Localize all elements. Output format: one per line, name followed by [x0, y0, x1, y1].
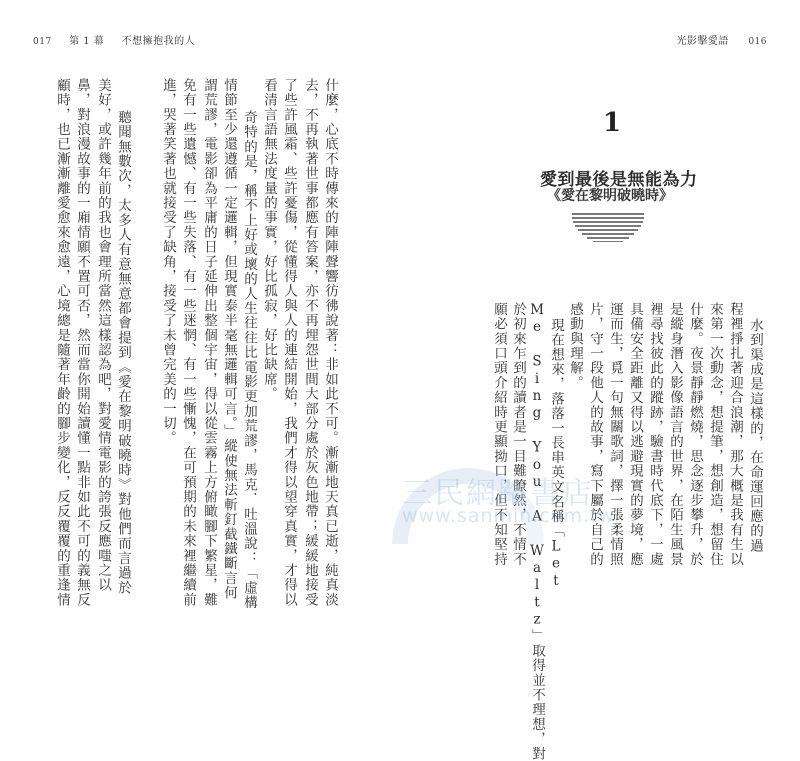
- text-column: 情節至少還遵循一定邏輯，但現實泰半毫無邏輯可言。」縱使無法斬釘截鐵斷言何: [221, 78, 237, 601]
- text-column: 謂荒謬，電影卻為平庸的日子延伸出整個宇宙，得以從雲霧上方俯瞰腳下繁星，難: [201, 78, 217, 608]
- text-column: 了些許風霜、些許憂傷，從懂得人與人的連結開始，我們才得以望穿真實，才得以: [281, 78, 297, 608]
- text-column: 是縱身潛入影像語言的世界，在陌生風景: [667, 302, 683, 567]
- watermark-text: 三民網路書店: [402, 476, 594, 511]
- text-column: 免有一些遺憾、有一些失落、有一些迷惘、有一些慚愧，在可預期的未來裡繼續前: [180, 78, 196, 608]
- act-title: 不想擁抱我的人: [121, 36, 196, 47]
- text-column: 去，不再執著世事都應有答案，亦不再埋怨世間大部分處於灰色地帶；緩緩地接受: [302, 78, 318, 608]
- text-column: 聽聞無數次，太多人有意無意都會提到《愛在黎明破曉時》對他們而言過於: [115, 110, 131, 596]
- text-column: 水到渠成是這樣的，在命運回應的過: [747, 318, 763, 554]
- text-column: 奇特的是，稱不上好或壞的人生往往比電影更加荒謬，馬克．吐溫說：「虛構: [241, 110, 257, 610]
- text-column: 運而生，覓一句無關歌詞，擇一張柔情照: [607, 302, 623, 567]
- text-column: 裡尋找彼此的蹤跡，驗書時代底下，一處: [647, 302, 663, 567]
- right-running-head: [676, 32, 767, 47]
- text-column: 程裡掙扎著迎合浪潮，那大概是我有生以: [727, 302, 743, 567]
- text-column: 什麼。夜景靜靜燃燒，思念逐步攀升，於: [687, 302, 703, 567]
- chapter-title: 愛到最後是無能為力: [540, 170, 698, 190]
- chapter-subtitle: 《愛在黎明破曉時》: [547, 188, 673, 204]
- left-page: [0, 0, 400, 610]
- text-column: 什麼，心底不時傳來的陣陣聲響彷彿說著：非如此不可。漸漸地天真已逝，純真淡: [322, 78, 338, 608]
- text-column: 具備安全距離又得以逃避現實的夢境，應: [627, 302, 643, 567]
- text-column: 顧時，也已漸漸離愛愈來愈遠，心境總是隨著年齡的腳步變化，反反覆覆的重逢情: [54, 78, 70, 608]
- chapter-number: 1: [602, 108, 622, 138]
- text-column: 現在想來，落落一長串英文名稱「Let: [548, 318, 564, 591]
- chapter-ornament: [570, 213, 646, 249]
- right-page-number: 016: [748, 37, 767, 47]
- text-column: Me Sing You A Waltz」取得並不理想，對: [529, 302, 545, 761]
- act-label: 第 1 幕: [69, 36, 105, 47]
- left-running-head: [33, 32, 195, 47]
- text-column: 看清言語無法度量的事實，好比孤寂，好比缺席。: [261, 78, 277, 402]
- text-column: 鼻，對浪漫故事的一廂情願不置可否，然而當你開始讀懂一點非如此不可的義無反: [74, 78, 90, 608]
- text-column: 願必須口頭介紹時更顯拗口，但不知堅持: [491, 302, 507, 567]
- text-column: 來第一次動念，想提筆，想創造，想留住: [707, 302, 723, 567]
- text-column: 美好，或許幾年前的我也會理所當然這樣認為吧，對愛情電影的誇張反應嗤之以: [95, 78, 111, 593]
- text-column: 感動與理解。: [567, 302, 583, 391]
- text-column: 於初來乍到的讀者是一目難瞭然，不情不: [510, 302, 526, 567]
- watermark-url: www.sanmin.com.tw: [402, 505, 615, 527]
- text-column: 片，守一段他人的故事，寫下屬於自己的: [587, 302, 603, 567]
- text-column: 進，哭著笑著也就接受了缺角，接受了未曾完美的一切。: [160, 78, 176, 446]
- left-page-number: 017: [33, 37, 52, 47]
- book-title: 光影擊愛語: [676, 36, 729, 47]
